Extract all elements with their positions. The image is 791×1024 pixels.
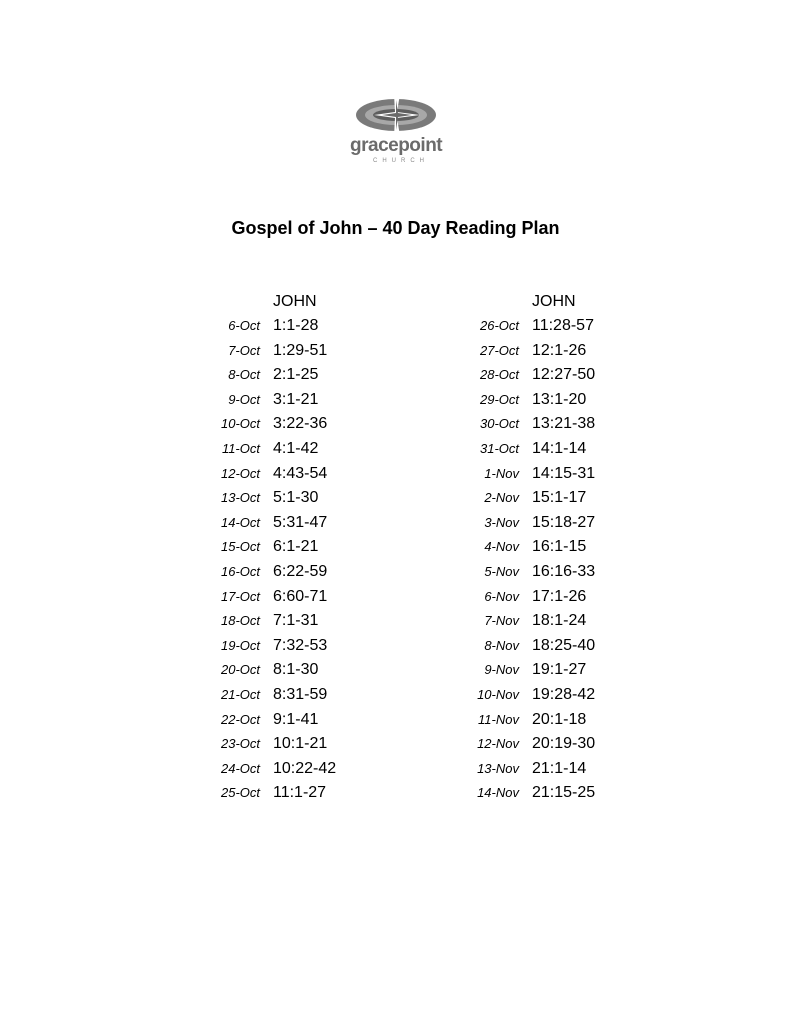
reading-date: 7-Nov [484,613,519,629]
reading-date: 18-Oct [220,613,260,629]
scripture-reference: 1:1-28 [273,317,319,334]
scripture-reference: 14:1-14 [532,439,587,457]
scripture-reference: 4:1-42 [273,439,319,457]
reading-row [196,388,416,413]
reading-row [452,339,672,364]
reading-date: 29-Oct [479,391,519,407]
scripture-reference: 9:1-41 [273,710,319,728]
reading-row [452,708,672,733]
column-header: JOHN [532,293,576,310]
logo-emblem-icon [350,92,442,138]
reading-date: 28-Oct [479,367,519,383]
reading-row [452,732,672,757]
reading-row [196,781,416,806]
scripture-reference: 10:1-21 [273,735,328,753]
reading-date: 30-Oct [479,416,519,432]
reading-row [452,634,672,659]
reading-row [452,462,672,487]
reading-row [196,363,416,388]
reading-row [452,437,672,462]
reading-date: 12-Nov [477,736,519,752]
scripture-reference: 13:21-38 [532,415,596,433]
reading-date: 3-Nov [484,514,519,530]
reading-date: 13-Oct [220,490,260,506]
reading-row [196,708,416,733]
scripture-reference: 6:22-59 [273,562,328,580]
scripture-reference: 6:60-71 [273,587,328,605]
reading-date: 11-Nov [478,711,519,727]
reading-date: 4-Nov [484,539,519,555]
reading-row [452,757,672,782]
column-header: JOHN [273,293,317,310]
scripture-reference: 8:1-30 [273,661,319,679]
scripture-reference: 12:1-26 [532,341,587,359]
reading-row [196,462,416,487]
reading-date: 31-Oct [479,440,519,456]
reading-row [452,412,672,437]
reading-row [196,757,416,782]
scripture-reference: 21:15-25 [532,784,596,802]
reading-date: 2-Nov [484,490,519,506]
reading-date: 14-Nov [477,785,519,801]
reading-row [452,535,672,560]
scripture-reference: 19:1-27 [532,661,587,679]
reading-row [452,486,672,511]
reading-row [196,683,416,708]
reading-row [196,658,416,683]
scripture-reference: 1:29-51 [273,341,328,359]
scripture-reference: 15:18-27 [532,513,596,531]
reading-row [196,486,416,511]
scripture-reference: 7:1-31 [273,612,319,630]
scripture-reference: 18:25-40 [532,636,596,654]
reading-date: 9-Oct [228,391,260,407]
scripture-reference: 7:32-53 [273,636,328,654]
scripture-reference: 20:1-18 [532,710,587,728]
reading-date: 10-Oct [220,416,260,432]
scripture-reference: 10:22-42 [273,759,337,777]
reading-row [196,339,416,364]
reading-date: 22-Oct [220,711,260,727]
reading-date: 21-Oct [220,686,260,702]
reading-row [452,363,672,388]
page-title: Gospel of John – 40 Day Reading Plan [231,218,560,238]
reading-date: 5-Nov [484,563,519,579]
reading-date: 8-Oct [228,367,260,383]
reading-row [196,609,416,634]
reading-date: 7-Oct [228,342,260,358]
reading-date: 10-Nov [477,686,519,702]
reading-row [196,535,416,560]
reading-row [452,388,672,413]
scripture-reference: 19:28-42 [532,685,596,703]
reading-date: 19-Oct [220,637,260,653]
scripture-reference: 12:27-50 [532,366,596,384]
scripture-reference: 16:16-33 [532,562,596,580]
reading-row [452,683,672,708]
reading-date: 15-Oct [220,539,260,555]
reading-row [452,314,672,339]
reading-date: 8-Nov [484,637,519,653]
logo-wordmark: gracepoint [350,135,443,156]
reading-date: 20-Oct [220,662,260,678]
reading-date: 16-Oct [220,563,260,579]
scripture-reference: 20:19-30 [532,735,596,753]
reading-row [452,585,672,610]
scripture-reference: 15:1-17 [532,489,587,507]
reading-date: 9-Nov [484,662,519,678]
reading-row [452,781,672,806]
reading-date: 17-Oct [220,588,260,604]
scripture-reference: 11:1-27 [273,784,327,802]
scripture-reference: 4:43-54 [273,464,328,482]
reading-row [196,732,416,757]
reading-date: 6-Nov [484,588,519,604]
reading-date: 23-Oct [220,736,260,752]
reading-date: 6-Oct [228,318,260,333]
reading-date: 1-Nov [484,465,519,481]
reading-row [196,511,416,536]
reading-date: 27-Oct [479,342,519,358]
reading-row [196,634,416,659]
scripture-reference: 11:28-57 [532,317,594,334]
reading-row [196,314,416,339]
scripture-reference: 13:1-20 [532,390,587,408]
scripture-reference: 3:22-36 [273,415,328,433]
scripture-reference: 17:1-26 [532,587,587,605]
reading-column-left [196,290,416,806]
scripture-reference: 5:31-47 [273,513,328,531]
reading-row [196,560,416,585]
scripture-reference: 8:31-59 [273,685,328,703]
reading-row [196,437,416,462]
reading-row [452,560,672,585]
reading-row [452,658,672,683]
reading-date: 12-Oct [220,465,260,481]
reading-date: 11-Oct [221,440,260,456]
reading-date: 24-Oct [220,760,260,776]
scripture-reference: 2:1-25 [273,366,319,384]
church-logo [350,92,442,172]
reading-row [196,412,416,437]
reading-date: 25-Oct [220,785,260,801]
scripture-reference: 18:1-24 [532,612,587,630]
scripture-reference: 14:15-31 [532,464,596,482]
logo-subtitle: CHURCH [373,158,429,164]
reading-row [452,609,672,634]
scripture-reference: 6:1-21 [273,538,319,556]
reading-row [452,511,672,536]
scripture-reference: 5:1-30 [273,489,319,507]
scripture-reference: 16:1-15 [532,538,587,556]
scripture-reference: 21:1-14 [532,759,587,777]
scripture-reference: 3:1-21 [273,390,319,408]
reading-date: 26-Oct [479,318,519,333]
reading-row [196,585,416,610]
reading-date: 14-Oct [220,514,260,530]
reading-column-right [452,290,672,806]
reading-date: 13-Nov [477,760,519,776]
